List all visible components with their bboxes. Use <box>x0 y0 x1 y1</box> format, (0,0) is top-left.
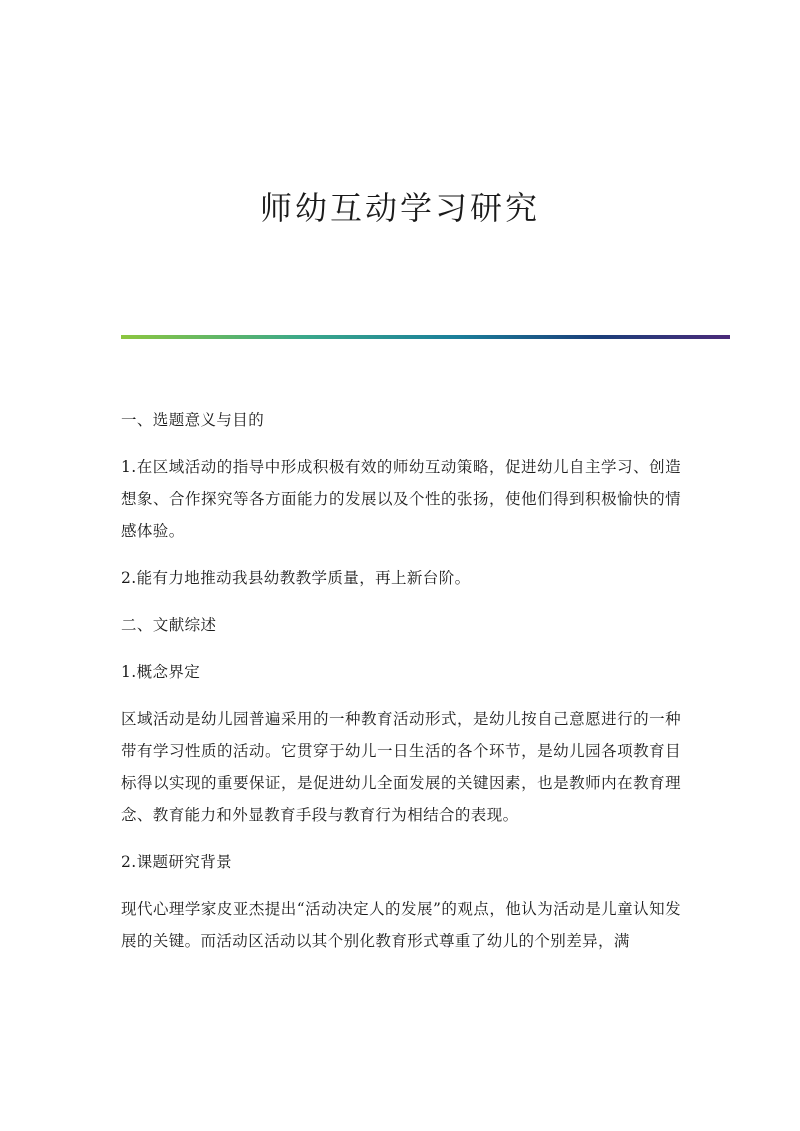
page-title: 师幼互动学习研究 <box>259 189 540 227</box>
document-body <box>121 404 681 972</box>
title-divider <box>121 335 730 339</box>
list-item: 2.能有力地推动我县幼教教学质量，再上新台阶。 <box>121 569 471 587</box>
body-paragraph: 区域活动是幼儿园普遍采用的一种教育活动形式，是幼儿按自己意愿进行的一种带有学习性质的活动。它贯穿于幼儿一日生活的各个环节，是幼儿园各项教育目标得以实现的重要保证，是促进幼儿全面发展的关键因素，也是教师内在教育理念、教育能力和外显教育手段与教育行为相结合的表现。 <box>121 710 681 824</box>
subsection-heading: 2.课题研究背景 <box>121 853 232 871</box>
body-paragraph: 现代心理学家皮亚杰提出“活动决定人的发展”的观点，他认为活动是儿童认知发展的关键。而活动区活动以其个别化教育形式尊重了幼儿的个别差异，满 <box>121 900 681 950</box>
subsection-heading: 1.概念界定 <box>121 663 201 681</box>
section-heading: 一、选题意义与目的 <box>121 411 265 429</box>
list-item: 1.在区域活动的指导中形成积极有效的师幼互动策略，促进幼儿自主学习、创造想象、合作探究等各方面能力的发展以及个性的张扬，使他们得到积极愉快的情感体验。 <box>121 458 681 540</box>
section-heading: 二、文献综述 <box>121 616 217 634</box>
